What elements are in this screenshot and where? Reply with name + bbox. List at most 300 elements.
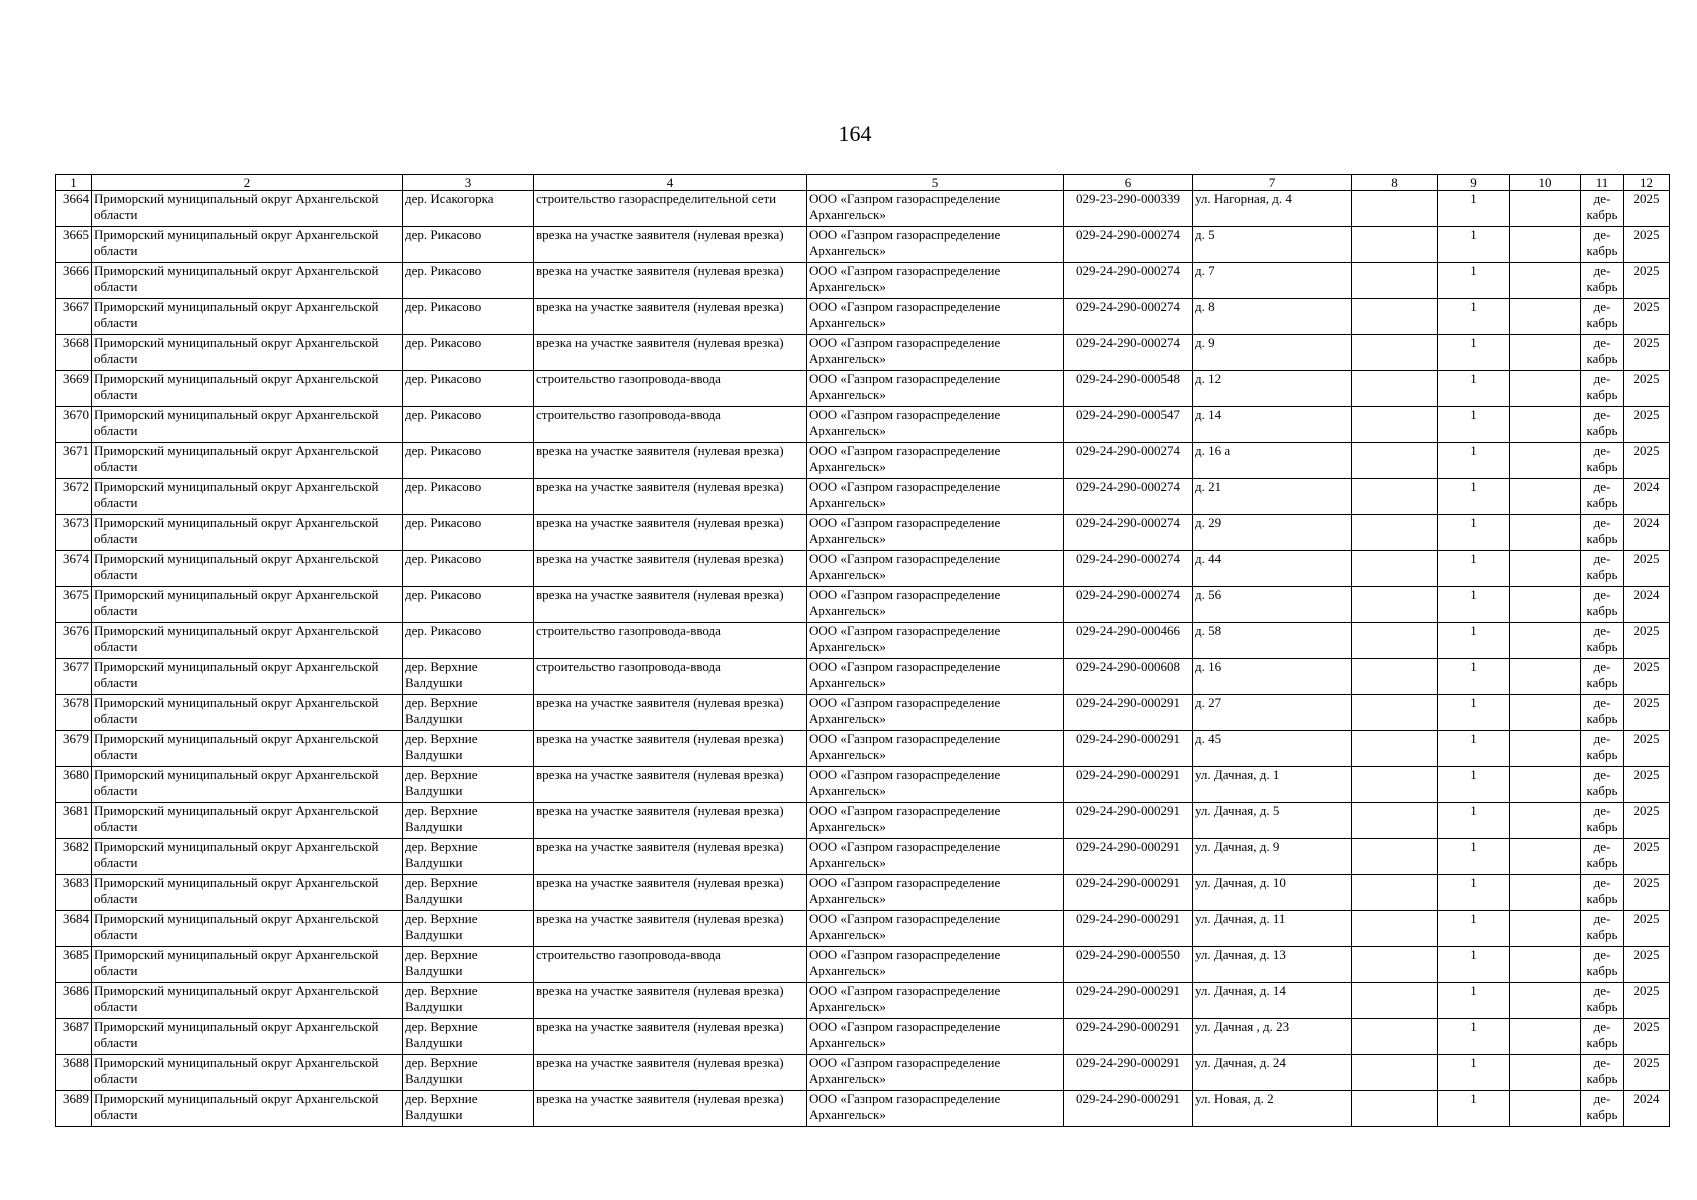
code-cell: 029-24-290-000550 (1064, 947, 1193, 983)
settlement-cell: дер. Верхние Валдушки (403, 875, 534, 911)
column-10-cell (1510, 839, 1581, 875)
address-cell: ул. Дачная, д. 9 (1193, 839, 1352, 875)
month-cell: де-кабрь (1581, 335, 1624, 371)
code-cell: 029-24-290-000274 (1064, 263, 1193, 299)
settlement-cell: дер. Рикасово (403, 479, 534, 515)
quantity-cell: 1 (1438, 371, 1510, 407)
gas-connection-table (55, 174, 1670, 1127)
settlement-cell: дер. Рикасово (403, 515, 534, 551)
column-8-cell (1352, 587, 1438, 623)
address-cell: ул. Дачная, д. 5 (1193, 803, 1352, 839)
month-cell: де-кабрь (1581, 983, 1624, 1019)
column-8-cell (1352, 911, 1438, 947)
table-row (56, 695, 1670, 731)
column-10-cell (1510, 263, 1581, 299)
month-cell: де-кабрь (1581, 1091, 1624, 1127)
table-row (56, 299, 1670, 335)
row-number: 3669 (56, 371, 92, 407)
address-cell: ул. Дачная, д. 24 (1193, 1055, 1352, 1091)
company-cell: ООО «Газпром газораспределение Архангельск» (807, 1091, 1064, 1127)
work-type-cell: врезка на участке заявителя (нулевая врезка) (534, 299, 807, 335)
district-cell: Приморский муниципальный округ Архангельской области (92, 875, 403, 911)
quantity-cell: 1 (1438, 695, 1510, 731)
work-type-cell: строительство газопровода-ввода (534, 407, 807, 443)
code-cell: 029-24-290-000466 (1064, 623, 1193, 659)
table-row (56, 875, 1670, 911)
quantity-cell: 1 (1438, 227, 1510, 263)
year-cell: 2025 (1624, 263, 1670, 299)
address-cell: д. 5 (1193, 227, 1352, 263)
settlement-cell: дер. Рикасово (403, 227, 534, 263)
company-cell: ООО «Газпром газораспределение Архангельск» (807, 407, 1064, 443)
column-8-cell (1352, 839, 1438, 875)
address-cell: д. 29 (1193, 515, 1352, 551)
column-header-5: 5 (807, 175, 1064, 191)
quantity-cell: 1 (1438, 731, 1510, 767)
work-type-cell: строительство газопровода-ввода (534, 659, 807, 695)
code-cell: 029-24-290-000608 (1064, 659, 1193, 695)
year-cell: 2024 (1624, 587, 1670, 623)
district-cell: Приморский муниципальный округ Архангельской области (92, 695, 403, 731)
address-cell: ул. Дачная, д. 10 (1193, 875, 1352, 911)
settlement-cell: дер. Верхние Валдушки (403, 1055, 534, 1091)
column-number-row (56, 175, 1670, 191)
address-cell: д. 44 (1193, 551, 1352, 587)
year-cell: 2025 (1624, 839, 1670, 875)
quantity-cell: 1 (1438, 1019, 1510, 1055)
settlement-cell: дер. Верхние Валдушки (403, 803, 534, 839)
code-cell: 029-24-290-000291 (1064, 911, 1193, 947)
company-cell: ООО «Газпром газораспределение Архангельск» (807, 299, 1064, 335)
column-10-cell (1510, 875, 1581, 911)
settlement-cell: дер. Верхние Валдушки (403, 839, 534, 875)
month-cell: де-кабрь (1581, 191, 1624, 227)
code-cell: 029-24-290-000274 (1064, 551, 1193, 587)
column-8-cell (1352, 227, 1438, 263)
work-type-cell: врезка на участке заявителя (нулевая врезка) (534, 551, 807, 587)
column-8-cell (1352, 299, 1438, 335)
code-cell: 029-23-290-000339 (1064, 191, 1193, 227)
month-cell: де-кабрь (1581, 911, 1624, 947)
company-cell: ООО «Газпром газораспределение Архангельск» (807, 731, 1064, 767)
company-cell: ООО «Газпром газораспределение Архангельск» (807, 515, 1064, 551)
month-cell: де-кабрь (1581, 227, 1624, 263)
quantity-cell: 1 (1438, 1091, 1510, 1127)
work-type-cell: строительство газораспределительной сети (534, 191, 807, 227)
company-cell: ООО «Газпром газораспределение Архангельск» (807, 191, 1064, 227)
code-cell: 029-24-290-000291 (1064, 1091, 1193, 1127)
table-row (56, 227, 1670, 263)
code-cell: 029-24-290-000274 (1064, 335, 1193, 371)
district-cell: Приморский муниципальный округ Архангельской области (92, 479, 403, 515)
district-cell: Приморский муниципальный округ Архангельской области (92, 659, 403, 695)
month-cell: де-кабрь (1581, 659, 1624, 695)
column-10-cell (1510, 1091, 1581, 1127)
row-number: 3675 (56, 587, 92, 623)
address-cell: д. 27 (1193, 695, 1352, 731)
column-10-cell (1510, 911, 1581, 947)
column-10-cell (1510, 587, 1581, 623)
work-type-cell: врезка на участке заявителя (нулевая врезка) (534, 1091, 807, 1127)
row-number: 3688 (56, 1055, 92, 1091)
settlement-cell: дер. Рикасово (403, 407, 534, 443)
quantity-cell: 1 (1438, 983, 1510, 1019)
address-cell: д. 12 (1193, 371, 1352, 407)
table-row (56, 587, 1670, 623)
row-number: 3683 (56, 875, 92, 911)
month-cell: де-кабрь (1581, 623, 1624, 659)
settlement-cell: дер. Рикасово (403, 371, 534, 407)
quantity-cell: 1 (1438, 623, 1510, 659)
year-cell: 2025 (1624, 407, 1670, 443)
column-header-2: 2 (92, 175, 403, 191)
year-cell: 2025 (1624, 227, 1670, 263)
column-8-cell (1352, 551, 1438, 587)
year-cell: 2025 (1624, 983, 1670, 1019)
row-number: 3681 (56, 803, 92, 839)
month-cell: де-кабрь (1581, 731, 1624, 767)
row-number: 3687 (56, 1019, 92, 1055)
column-8-cell (1352, 515, 1438, 551)
row-number: 3674 (56, 551, 92, 587)
company-cell: ООО «Газпром газораспределение Архангельск» (807, 983, 1064, 1019)
company-cell: ООО «Газпром газораспределение Архангельск» (807, 1019, 1064, 1055)
column-8-cell (1352, 443, 1438, 479)
month-cell: де-кабрь (1581, 479, 1624, 515)
quantity-cell: 1 (1438, 587, 1510, 623)
address-cell: ул. Новая, д. 2 (1193, 1091, 1352, 1127)
year-cell: 2025 (1624, 191, 1670, 227)
row-number: 3670 (56, 407, 92, 443)
table-row (56, 911, 1670, 947)
month-cell: де-кабрь (1581, 263, 1624, 299)
quantity-cell: 1 (1438, 443, 1510, 479)
year-cell: 2024 (1624, 515, 1670, 551)
settlement-cell: дер. Верхние Валдушки (403, 1019, 534, 1055)
company-cell: ООО «Газпром газораспределение Архангельск» (807, 659, 1064, 695)
address-cell: д. 14 (1193, 407, 1352, 443)
column-8-cell (1352, 803, 1438, 839)
column-10-cell (1510, 767, 1581, 803)
code-cell: 029-24-290-000291 (1064, 731, 1193, 767)
quantity-cell: 1 (1438, 839, 1510, 875)
district-cell: Приморский муниципальный округ Архангельской области (92, 263, 403, 299)
column-10-cell (1510, 371, 1581, 407)
month-cell: де-кабрь (1581, 551, 1624, 587)
code-cell: 029-24-290-000274 (1064, 299, 1193, 335)
work-type-cell: врезка на участке заявителя (нулевая врезка) (534, 875, 807, 911)
column-header-1: 1 (56, 175, 92, 191)
address-cell: д. 21 (1193, 479, 1352, 515)
year-cell: 2025 (1624, 443, 1670, 479)
company-cell: ООО «Газпром газораспределение Архангельск» (807, 551, 1064, 587)
column-8-cell (1352, 1055, 1438, 1091)
work-type-cell: строительство газопровода-ввода (534, 623, 807, 659)
table-row (56, 515, 1670, 551)
year-cell: 2024 (1624, 1091, 1670, 1127)
table-row (56, 803, 1670, 839)
row-number: 3664 (56, 191, 92, 227)
district-cell: Приморский муниципальный округ Архангельской области (92, 767, 403, 803)
table-row (56, 335, 1670, 371)
column-header-6: 6 (1064, 175, 1193, 191)
month-cell: де-кабрь (1581, 407, 1624, 443)
quantity-cell: 1 (1438, 191, 1510, 227)
settlement-cell: дер. Рикасово (403, 263, 534, 299)
table-row (56, 623, 1670, 659)
quantity-cell: 1 (1438, 299, 1510, 335)
table-row (56, 371, 1670, 407)
company-cell: ООО «Газпром газораспределение Архангельск» (807, 623, 1064, 659)
year-cell: 2025 (1624, 551, 1670, 587)
table-row (56, 1091, 1670, 1127)
month-cell: де-кабрь (1581, 299, 1624, 335)
address-cell: ул. Дачная, д. 1 (1193, 767, 1352, 803)
column-8-cell (1352, 479, 1438, 515)
row-number: 3686 (56, 983, 92, 1019)
district-cell: Приморский муниципальный округ Архангельской области (92, 443, 403, 479)
year-cell: 2025 (1624, 767, 1670, 803)
year-cell: 2025 (1624, 803, 1670, 839)
address-cell: д. 9 (1193, 335, 1352, 371)
column-8-cell (1352, 371, 1438, 407)
district-cell: Приморский муниципальный округ Архангельской области (92, 1091, 403, 1127)
work-type-cell: врезка на участке заявителя (нулевая врезка) (534, 587, 807, 623)
company-cell: ООО «Газпром газораспределение Архангельск» (807, 839, 1064, 875)
column-header-3: 3 (403, 175, 534, 191)
year-cell: 2025 (1624, 623, 1670, 659)
column-10-cell (1510, 803, 1581, 839)
column-header-8: 8 (1352, 175, 1438, 191)
row-number: 3665 (56, 227, 92, 263)
address-cell: ул. Дачная, д. 14 (1193, 983, 1352, 1019)
year-cell: 2025 (1624, 371, 1670, 407)
company-cell: ООО «Газпром газораспределение Архангельск» (807, 587, 1064, 623)
settlement-cell: дер. Рикасово (403, 299, 534, 335)
column-8-cell (1352, 263, 1438, 299)
column-8-cell (1352, 875, 1438, 911)
column-10-cell (1510, 335, 1581, 371)
row-number: 3677 (56, 659, 92, 695)
month-cell: де-кабрь (1581, 371, 1624, 407)
year-cell: 2025 (1624, 911, 1670, 947)
district-cell: Приморский муниципальный округ Архангельской области (92, 227, 403, 263)
work-type-cell: строительство газопровода-ввода (534, 371, 807, 407)
district-cell: Приморский муниципальный округ Архангельской области (92, 407, 403, 443)
address-cell: ул. Дачная , д. 23 (1193, 1019, 1352, 1055)
page-number: 164 (838, 121, 872, 146)
month-cell: де-кабрь (1581, 443, 1624, 479)
address-cell: д. 56 (1193, 587, 1352, 623)
district-cell: Приморский муниципальный округ Архангельской области (92, 1019, 403, 1055)
row-number: 3680 (56, 767, 92, 803)
column-10-cell (1510, 191, 1581, 227)
quantity-cell: 1 (1438, 1055, 1510, 1091)
address-cell: ул. Дачная, д. 13 (1193, 947, 1352, 983)
code-cell: 029-24-290-000291 (1064, 803, 1193, 839)
column-10-cell (1510, 551, 1581, 587)
column-header-7: 7 (1193, 175, 1352, 191)
column-10-cell (1510, 227, 1581, 263)
code-cell: 029-24-290-000291 (1064, 1019, 1193, 1055)
settlement-cell: дер. Верхние Валдушки (403, 731, 534, 767)
column-header-11: 11 (1581, 175, 1624, 191)
company-cell: ООО «Газпром газораспределение Архангельск» (807, 695, 1064, 731)
district-cell: Приморский муниципальный округ Архангельской области (92, 731, 403, 767)
column-header-12: 12 (1624, 175, 1670, 191)
district-cell: Приморский муниципальный округ Архангельской области (92, 839, 403, 875)
district-cell: Приморский муниципальный округ Архангельской области (92, 191, 403, 227)
month-cell: де-кабрь (1581, 947, 1624, 983)
address-cell: д. 16 а (1193, 443, 1352, 479)
column-8-cell (1352, 731, 1438, 767)
year-cell: 2025 (1624, 299, 1670, 335)
work-type-cell: врезка на участке заявителя (нулевая врезка) (534, 1055, 807, 1091)
month-cell: де-кабрь (1581, 695, 1624, 731)
column-8-cell (1352, 191, 1438, 227)
settlement-cell: дер. Верхние Валдушки (403, 659, 534, 695)
quantity-cell: 1 (1438, 947, 1510, 983)
company-cell: ООО «Газпром газораспределение Архангельск» (807, 263, 1064, 299)
settlement-cell: дер. Верхние Валдушки (403, 983, 534, 1019)
column-8-cell (1352, 983, 1438, 1019)
work-type-cell: врезка на участке заявителя (нулевая врезка) (534, 1019, 807, 1055)
table-row (56, 767, 1670, 803)
address-cell: ул. Нагорная, д. 4 (1193, 191, 1352, 227)
year-cell: 2025 (1624, 1055, 1670, 1091)
table-row (56, 479, 1670, 515)
district-cell: Приморский муниципальный округ Архангельской области (92, 299, 403, 335)
work-type-cell: врезка на участке заявителя (нулевая врезка) (534, 839, 807, 875)
row-number: 3671 (56, 443, 92, 479)
column-8-cell (1352, 1019, 1438, 1055)
company-cell: ООО «Газпром газораспределение Архангельск» (807, 767, 1064, 803)
column-10-cell (1510, 731, 1581, 767)
column-10-cell (1510, 983, 1581, 1019)
row-number: 3672 (56, 479, 92, 515)
settlement-cell: дер. Верхние Валдушки (403, 947, 534, 983)
table-row (56, 839, 1670, 875)
work-type-cell: врезка на участке заявителя (нулевая врезка) (534, 911, 807, 947)
column-header-4: 4 (534, 175, 807, 191)
column-8-cell (1352, 947, 1438, 983)
work-type-cell: врезка на участке заявителя (нулевая врезка) (534, 515, 807, 551)
month-cell: де-кабрь (1581, 839, 1624, 875)
settlement-cell: дер. Верхние Валдушки (403, 695, 534, 731)
row-number: 3678 (56, 695, 92, 731)
company-cell: ООО «Газпром газораспределение Архангельск» (807, 803, 1064, 839)
row-number: 3682 (56, 839, 92, 875)
column-header-10: 10 (1510, 175, 1581, 191)
column-header-9: 9 (1438, 175, 1510, 191)
column-8-cell (1352, 695, 1438, 731)
table-row (56, 659, 1670, 695)
work-type-cell: врезка на участке заявителя (нулевая врезка) (534, 767, 807, 803)
column-10-cell (1510, 1019, 1581, 1055)
company-cell: ООО «Газпром газораспределение Архангельск» (807, 947, 1064, 983)
company-cell: ООО «Газпром газораспределение Архангельск» (807, 1055, 1064, 1091)
company-cell: ООО «Газпром газораспределение Архангельск» (807, 875, 1064, 911)
quantity-cell: 1 (1438, 407, 1510, 443)
quantity-cell: 1 (1438, 263, 1510, 299)
column-8-cell (1352, 1091, 1438, 1127)
table-row (56, 551, 1670, 587)
table-row (56, 1019, 1670, 1055)
code-cell: 029-24-290-000291 (1064, 1055, 1193, 1091)
settlement-cell: дер. Верхние Валдушки (403, 767, 534, 803)
district-cell: Приморский муниципальный округ Архангельской области (92, 1055, 403, 1091)
work-type-cell: строительство газопровода-ввода (534, 947, 807, 983)
month-cell: де-кабрь (1581, 1019, 1624, 1055)
column-10-cell (1510, 299, 1581, 335)
column-10-cell (1510, 515, 1581, 551)
code-cell: 029-24-290-000547 (1064, 407, 1193, 443)
settlement-cell: дер. Рикасово (403, 623, 534, 659)
district-cell: Приморский муниципальный округ Архангельской области (92, 587, 403, 623)
year-cell: 2025 (1624, 875, 1670, 911)
year-cell: 2025 (1624, 947, 1670, 983)
table-row (56, 731, 1670, 767)
column-8-cell (1352, 623, 1438, 659)
year-cell: 2024 (1624, 479, 1670, 515)
table-row (56, 263, 1670, 299)
column-8-cell (1352, 767, 1438, 803)
table-row (56, 191, 1670, 227)
row-number: 3666 (56, 263, 92, 299)
column-10-cell (1510, 407, 1581, 443)
work-type-cell: врезка на участке заявителя (нулевая врезка) (534, 983, 807, 1019)
district-cell: Приморский муниципальный округ Архангельской области (92, 371, 403, 407)
code-cell: 029-24-290-000291 (1064, 695, 1193, 731)
row-number: 3667 (56, 299, 92, 335)
district-cell: Приморский муниципальный округ Архангельской области (92, 335, 403, 371)
column-10-cell (1510, 623, 1581, 659)
code-cell: 029-24-290-000548 (1064, 371, 1193, 407)
settlement-cell: дер. Исакогорка (403, 191, 534, 227)
month-cell: де-кабрь (1581, 803, 1624, 839)
quantity-cell: 1 (1438, 479, 1510, 515)
month-cell: де-кабрь (1581, 515, 1624, 551)
row-number: 3673 (56, 515, 92, 551)
settlement-cell: дер. Рикасово (403, 587, 534, 623)
company-cell: ООО «Газпром газораспределение Архангельск» (807, 443, 1064, 479)
work-type-cell: врезка на участке заявителя (нулевая врезка) (534, 227, 807, 263)
quantity-cell: 1 (1438, 659, 1510, 695)
table-row (56, 947, 1670, 983)
column-8-cell (1352, 335, 1438, 371)
code-cell: 029-24-290-000291 (1064, 839, 1193, 875)
row-number: 3676 (56, 623, 92, 659)
code-cell: 029-24-290-000291 (1064, 875, 1193, 911)
year-cell: 2025 (1624, 695, 1670, 731)
code-cell: 029-24-290-000274 (1064, 587, 1193, 623)
company-cell: ООО «Газпром газораспределение Архангельск» (807, 371, 1064, 407)
address-cell: ул. Дачная, д. 11 (1193, 911, 1352, 947)
row-number: 3679 (56, 731, 92, 767)
table-row (56, 443, 1670, 479)
company-cell: ООО «Газпром газораспределение Архангельск» (807, 911, 1064, 947)
district-cell: Приморский муниципальный округ Архангельской области (92, 623, 403, 659)
settlement-cell: дер. Верхние Валдушки (403, 911, 534, 947)
year-cell: 2025 (1624, 335, 1670, 371)
row-number: 3685 (56, 947, 92, 983)
table-row (56, 407, 1670, 443)
work-type-cell: врезка на участке заявителя (нулевая врезка) (534, 335, 807, 371)
quantity-cell: 1 (1438, 875, 1510, 911)
company-cell: ООО «Газпром газораспределение Архангельск» (807, 479, 1064, 515)
row-number: 3684 (56, 911, 92, 947)
year-cell: 2025 (1624, 1019, 1670, 1055)
